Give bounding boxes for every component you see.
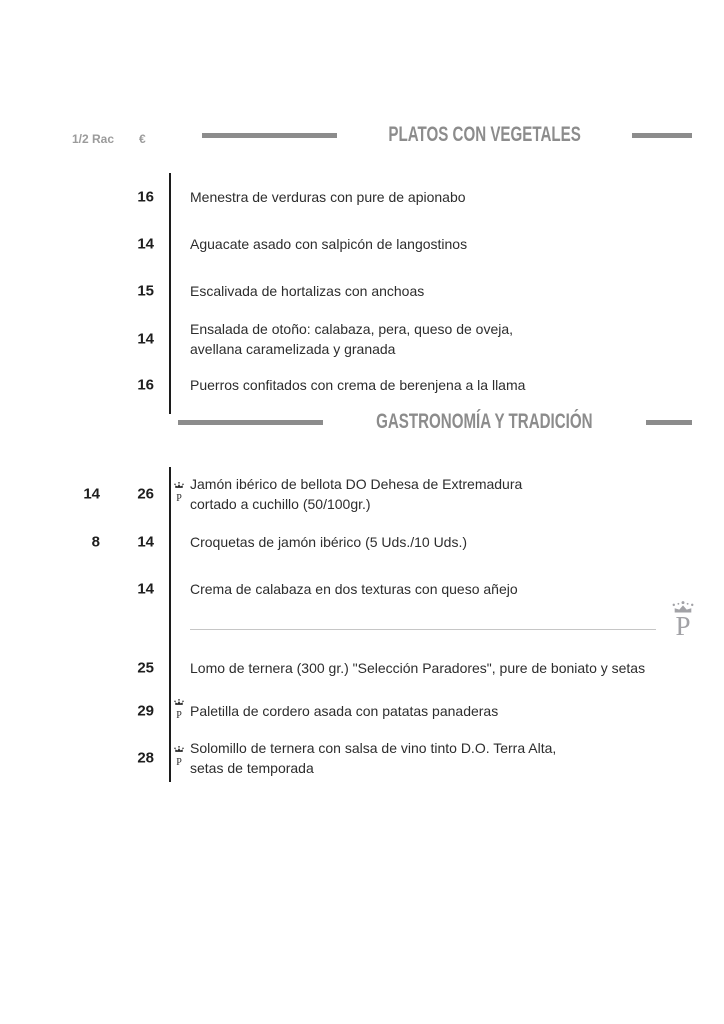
- dish-name: Solomillo de ternera con salsa de vino tinto D.O. Terra Alta, setas de temporada: [190, 740, 557, 776]
- menu-item-row: [0, 658, 724, 678]
- menu-item-row: [0, 532, 724, 552]
- header-bar-right: [646, 420, 692, 425]
- price: 26: [137, 485, 154, 503]
- dish-name: Croquetas de jamón ibérico (5 Uds./10 Uds.): [190, 534, 468, 550]
- dish-name: Ensalada de otoño: calabaza, pera, queso de oveja, avellana caramelizada y granada: [190, 321, 514, 357]
- thin-divider-rule: [190, 629, 656, 630]
- price: 14: [137, 330, 154, 348]
- section-header-vegetales: [202, 122, 692, 148]
- menu-item-row: [0, 738, 724, 778]
- paradores-crown-p-logo: P: [667, 601, 699, 640]
- menu-item-row: [0, 375, 724, 395]
- dish-name: Crema de calabaza en dos texturas con queso añejo: [190, 581, 518, 597]
- section-header-gastronomia: [178, 409, 692, 435]
- menu-item-row: [0, 281, 724, 301]
- euro-column-header: €: [139, 132, 146, 146]
- price: 14: [137, 235, 154, 253]
- dish-name: Lomo de ternera (300 gr.) "Selección Paradores", pure de boniato y setas: [190, 660, 646, 676]
- paradores-crown-p-icon: P: [173, 482, 185, 506]
- section-title: PLATOS CON VEGETALES: [388, 123, 581, 146]
- price: 14: [137, 580, 154, 598]
- menu-item-row: [0, 701, 724, 721]
- dish-name: Paletilla de cordero asada con patatas panaderas: [190, 703, 499, 719]
- section-title: GASTRONOMÍA Y TRADICIÓN: [376, 410, 593, 433]
- paradores-crown-p-icon: P: [173, 746, 185, 770]
- half-ration-price: 14: [83, 485, 100, 503]
- paradores-crown-p-icon: P: [173, 699, 185, 723]
- header-bar-left: [178, 420, 323, 425]
- header-bar-left: [202, 133, 337, 138]
- dish-name: Menestra de verduras con pure de apionabo: [190, 189, 466, 205]
- header-bar-right: [632, 133, 692, 138]
- dish-name: Puerros confitados con crema de berenjena a la llama: [190, 377, 526, 393]
- price: 28: [137, 749, 154, 767]
- dish-name: Jamón ibérico de bellota DO Dehesa de Extremadura cortado a cuchillo (50/100gr.): [190, 476, 523, 512]
- price: 16: [137, 188, 154, 206]
- menu-item-row: [0, 187, 724, 207]
- menu-item-row: [0, 579, 724, 599]
- section-divider-rule: [169, 467, 171, 782]
- price: 16: [137, 376, 154, 394]
- dish-name: Aguacate asado con salpicón de langostinos: [190, 236, 468, 252]
- price: 29: [137, 702, 154, 720]
- price: 15: [137, 282, 154, 300]
- price: 14: [137, 533, 154, 551]
- dish-name: Escalivada de hortalizas con anchoas: [190, 283, 425, 299]
- half-ration-column-header: 1/2 Rac: [72, 132, 115, 146]
- half-ration-price: 8: [91, 533, 100, 551]
- menu-item-row: [0, 474, 724, 514]
- price: 25: [137, 659, 154, 677]
- menu-item-row: [0, 234, 724, 254]
- menu-item-row: [0, 319, 724, 359]
